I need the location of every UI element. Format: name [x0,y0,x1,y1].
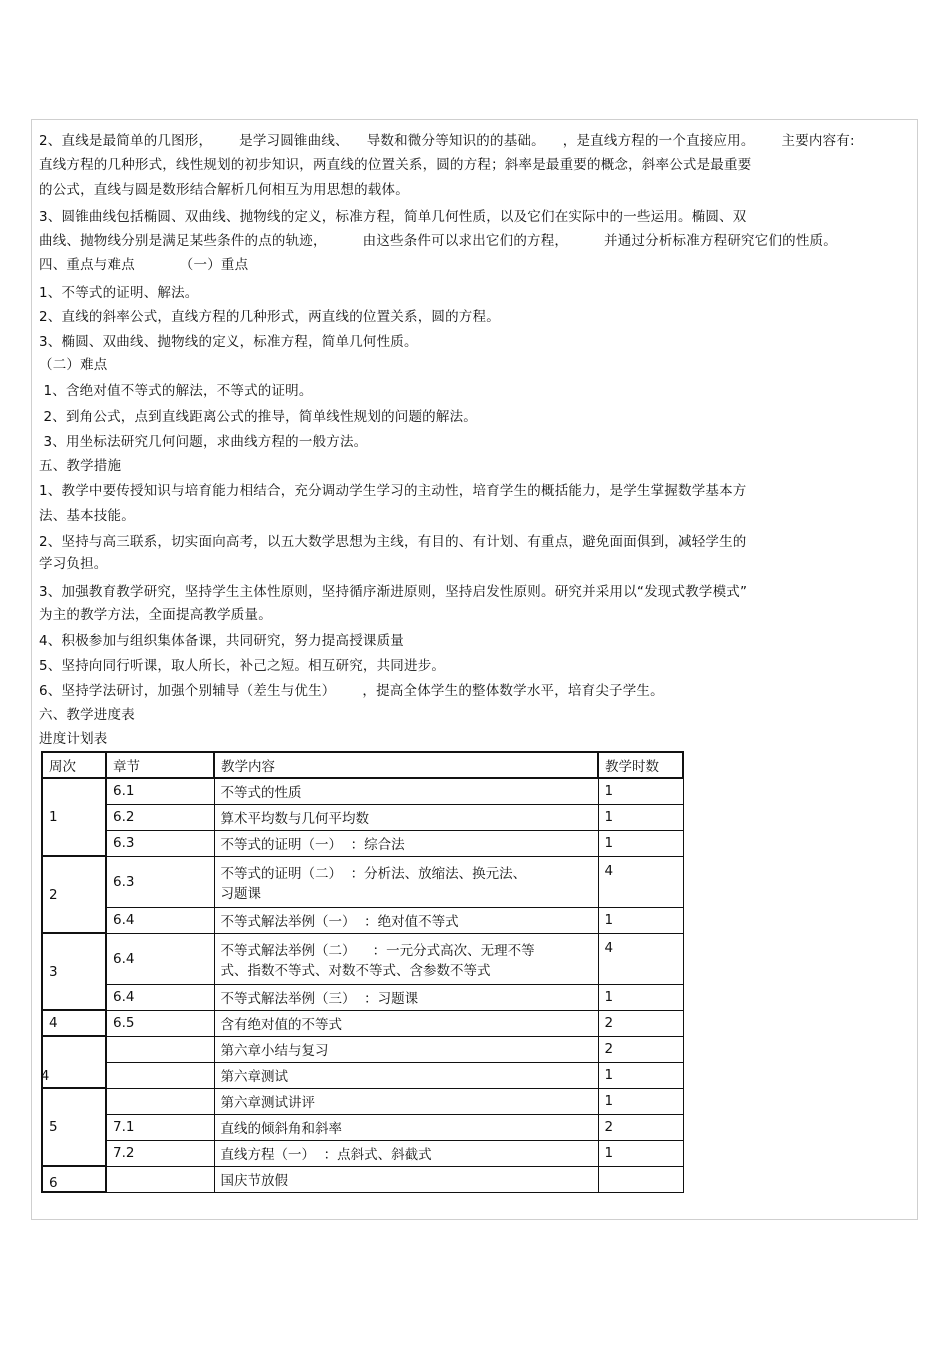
content-cell: 第六章测试讲评 [214,1088,598,1114]
content-cell: 不等式解法举例（三） ：习题课 [214,984,598,1010]
section-cell: 6.2 [106,804,214,830]
text-line: 1、含绝对值不等式的解法，不等式的证明。 [39,383,313,399]
section-heading: 四、重点与难点 （一）重点 [39,257,249,273]
hours-cell: 2 [598,1010,683,1036]
hours-cell: 1 [598,1088,683,1114]
text-line: 曲线、抛物线分别是满足某些条件的点的轨迹， 由这些条件可以求出它们的方程， 并通过分析标准方程研究它们的性质。 [39,233,837,249]
section-cell: 6.4 [106,933,214,984]
text-line: 6、坚持学法研讨，加强个别辅导（差生与优生） ，提高全体学生的整体数学水平，培育尖子学生。 [39,683,664,699]
content-cell: 不等式的证明（一） ：综合法 [214,830,598,856]
section-cell [106,1088,214,1114]
content-cell: 算术平均数与几何平均数 [214,804,598,830]
section-heading: 五、教学措施 [39,458,122,474]
text-line: 1、不等式的证明、解法。 [39,285,199,301]
text-line: 2、坚持与高三联系，切实面向高考，以五大数学思想为主线，有目的、有计划、有重点，避免面面俱到，减轻学生的 [39,534,747,550]
table-row [42,778,683,804]
section-cell: 7.2 [106,1140,214,1166]
text-line: 1、教学中要传授知识与培育能力相结合，充分调动学生学习的主动性，培育学生的概括能力，是学生掌握数学基本方 [39,483,747,499]
text-line: 为主的教学方法，全面提高教学质量。 [39,607,272,623]
hours-cell: 1 [598,1062,683,1088]
text-line: 2、直线是最简单的几图形， 是学习圆锥曲线、 导数和微分等知识的的基础。 ，是直线方程的一个直接应用。 主要内容有: [39,133,855,149]
stray-week-mark: 4 [41,1069,50,1084]
text-line: 3、用坐标法研究几何问题，求曲线方程的一般方法。 [39,434,368,450]
section-cell: 6.5 [106,1010,214,1036]
header-content: 教学内容 [214,752,598,778]
hours-cell: 4 [598,856,683,907]
section-heading: 六、教学进度表 [39,707,135,723]
section-cell: 6.4 [106,984,214,1010]
text-line: 2、到角公式，点到直线距离公式的推导，简单线性规划的问题的解法。 [39,409,477,425]
text-line: 法、基本技能。 [39,508,135,524]
subsection-heading: （二）难点 [39,357,108,373]
text-line: 5、坚持向同行听课，取人所长，补己之短。相互研究，共同进步。 [39,658,446,674]
hours-cell [598,1166,683,1192]
content-cell: 直线的倾斜角和斜率 [214,1114,598,1140]
hours-cell: 2 [598,1036,683,1062]
table-row [42,1114,683,1140]
section-cell [106,1166,214,1192]
section-cell [106,1036,214,1062]
schedule-table [41,751,684,1193]
text-line: 3、圆锥曲线包括椭圆、双曲线、抛物线的定义，标准方程，简单几何性质，以及它们在实际中的一些运用。椭圆、双 [39,209,747,225]
hours-cell: 1 [598,984,683,1010]
week-cell: 3 [42,933,106,1010]
table-row [42,1010,683,1036]
header-section: 章节 [106,752,214,778]
table-row [42,830,683,856]
table-caption: 进度计划表 [39,731,108,747]
header-hours: 教学时数 [598,752,683,778]
hours-cell: 1 [598,1140,683,1166]
hours-cell: 1 [598,907,683,933]
text-line: 2、直线的斜率公式，直线方程的几种形式，两直线的位置关系，圆的方程。 [39,309,500,325]
text-line: 学习负担。 [39,556,108,572]
content-cell: 第六章小结与复习 [214,1036,598,1062]
table-row [42,1088,683,1114]
week-cell: 6 [42,1166,106,1192]
week-cell: 5 [42,1088,106,1166]
content-cell: 不等式解法举例（二） ：一元分式高次、无理不等 式、指数不等式、对数不等式、含参数不等式 [214,933,598,984]
content-cell: 不等式的性质 [214,778,598,804]
header-week: 周次 [42,752,106,778]
table-row [42,856,683,907]
hours-cell: 1 [598,778,683,804]
table-header-row [42,752,683,778]
content-cell: 不等式解法举例（一） ：绝对值不等式 [214,907,598,933]
table-row [42,804,683,830]
text-line: 3、加强教育教学研究，坚持学生主体性原则，坚持循序渐进原则，坚持启发性原则。研究并采用以“发现式教学模式” [39,584,748,600]
content-cell: 不等式的证明（二） ：分析法、放缩法、换元法、 习题课 [214,856,598,907]
content-cell: 直线方程（一） ：点斜式、斜截式 [214,1140,598,1166]
text-line: 4、积极参加与组织集体备课，共同研究，努力提高授课质量 [39,633,404,649]
hours-cell: 1 [598,804,683,830]
week-cell [42,1036,106,1088]
content-cell: 国庆节放假 [214,1166,598,1192]
section-cell: 6.4 [106,907,214,933]
table-row [42,984,683,1010]
section-cell [106,1062,214,1088]
text-line: 的公式，直线与圆是数形结合解析几何相互为用思想的载体。 [39,182,409,198]
hours-cell: 1 [598,830,683,856]
table-row [42,933,683,984]
text-line: 直线方程的几种形式，线性规划的初步知识，两直线的位置关系，圆的方程；斜率是最重要的概念，斜率公式是最重要 [39,157,752,173]
table-row [42,1166,683,1192]
table-row [42,1140,683,1166]
content-cell: 第六章测试 [214,1062,598,1088]
table-row [42,1036,683,1062]
content-cell: 含有绝对值的不等式 [214,1010,598,1036]
week-cell: 1 [42,778,106,856]
section-cell: 7.1 [106,1114,214,1140]
section-cell: 6.1 [106,778,214,804]
table-row [42,907,683,933]
week-cell: 4 [42,1010,106,1036]
hours-cell: 2 [598,1114,683,1140]
section-cell: 6.3 [106,856,214,907]
text-line: 3、椭圆、双曲线、抛物线的定义，标准方程，简单几何性质。 [39,334,418,350]
section-cell: 6.3 [106,830,214,856]
hours-cell: 4 [598,933,683,984]
week-cell: 2 [42,856,106,933]
table-row [42,1062,683,1088]
